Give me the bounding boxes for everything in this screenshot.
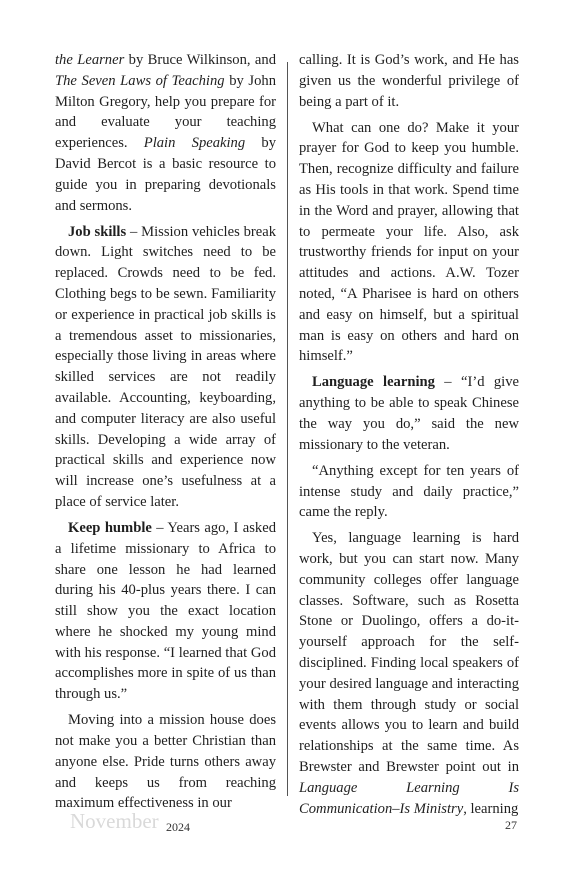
- book-title: Plain Speaking: [143, 135, 246, 152]
- footer-year: 2024: [166, 820, 190, 834]
- page-number: 27: [505, 818, 517, 832]
- footer-month: November: [70, 809, 159, 833]
- column-divider: [287, 62, 288, 796]
- paragraph-text: by David Bercot is a basic resource to guide you in preparing devotionals and sermons.: [55, 135, 277, 214]
- paragraph-text: – Mission vehicles break down. Light switches need to be replaced. Crowds need to be fed. Clothing begs to be sewn. Familiarity or experience in practical job skills is a tremendous asset to missionaries, especially those living in areas where skilled services are not readily available. Accounting, keyboarding, and computer literacy are also useful skills. Developing a wide array of practical skills and experience now will increase one’s usefulness at a place of service later.: [55, 223, 276, 510]
- paragraph-language-learning: [299, 372, 519, 455]
- paragraph-teaching-resources: [55, 50, 276, 216]
- book-title: The Seven Laws of Teaching: [55, 72, 225, 89]
- section-heading: Job skills: [68, 223, 127, 240]
- paragraph-text: , learning: [463, 800, 519, 817]
- section-heading: Keep humble: [68, 519, 152, 536]
- paragraph-text: Yes, language learning is hard work, but you can start now. Many community colleges offer language classes. Software, such as Rosetta Stone or Duolingo, offers a do-it-yourself approach for the self-disciplined. Finding local speakers of your desired language and interacting with them through study or social events allows you to learn and build relationships at the same time. As Brewster and Brewster point out in: [299, 530, 519, 776]
- paragraph-text: – Years ago, I asked a lifetime missionary to Africa to share one lesson he had learned during his 40-plus years there. I can still show you the exact location where he shocked my young mind with his response. “I learned that God accomplishes more in spite of us than through us.”: [55, 519, 276, 703]
- book-title: Language Learning Is Communication–Is Ministry: [299, 779, 519, 817]
- paragraph-text: by Bruce Wilkinson, and: [124, 52, 276, 68]
- left-column: [55, 50, 276, 814]
- paragraph-keep-humble: [55, 518, 276, 705]
- paragraph-language-resources: [299, 528, 519, 819]
- paragraph-mission-house: Moving into a mission house does not make you a better Christian than anyone else. Pride turns others away and keeps us from reaching maximum effectiveness in our: [55, 712, 276, 812]
- paragraph-humility-prayer: What can one do? Make it your prayer for God to keep you humble. Then, recognize difficulty and failure as His tools in that work. Spend time in the Word and prayer, allowing that to permeate your life. Also, ask trustworthy friends for input on your attitudes and actions. A.W. Tozer noted, “A Pharisee is hard on others and easy on himself, but a spiritual man is easy on others and hard on himself.”: [299, 119, 519, 365]
- section-heading: Language learning: [312, 374, 435, 391]
- book-title: the Learner: [55, 52, 125, 68]
- paragraph-calling: calling. It is God’s work, and He has given us the wonderful privilege of being a part of it.: [299, 52, 519, 110]
- paragraph-text: – “I’d give anything to be able to speak Chinese the way you do,” said the new missionary to the veteran.: [299, 374, 519, 453]
- right-column: [299, 50, 519, 819]
- paragraph-text: by John Milton Gregory, help you prepare for and evaluate your teaching experiences.: [55, 72, 276, 152]
- paragraph-reply: “Anything except for ten years of intense study and daily practice,” came the reply.: [299, 462, 519, 521]
- paragraph-job-skills: [55, 222, 276, 513]
